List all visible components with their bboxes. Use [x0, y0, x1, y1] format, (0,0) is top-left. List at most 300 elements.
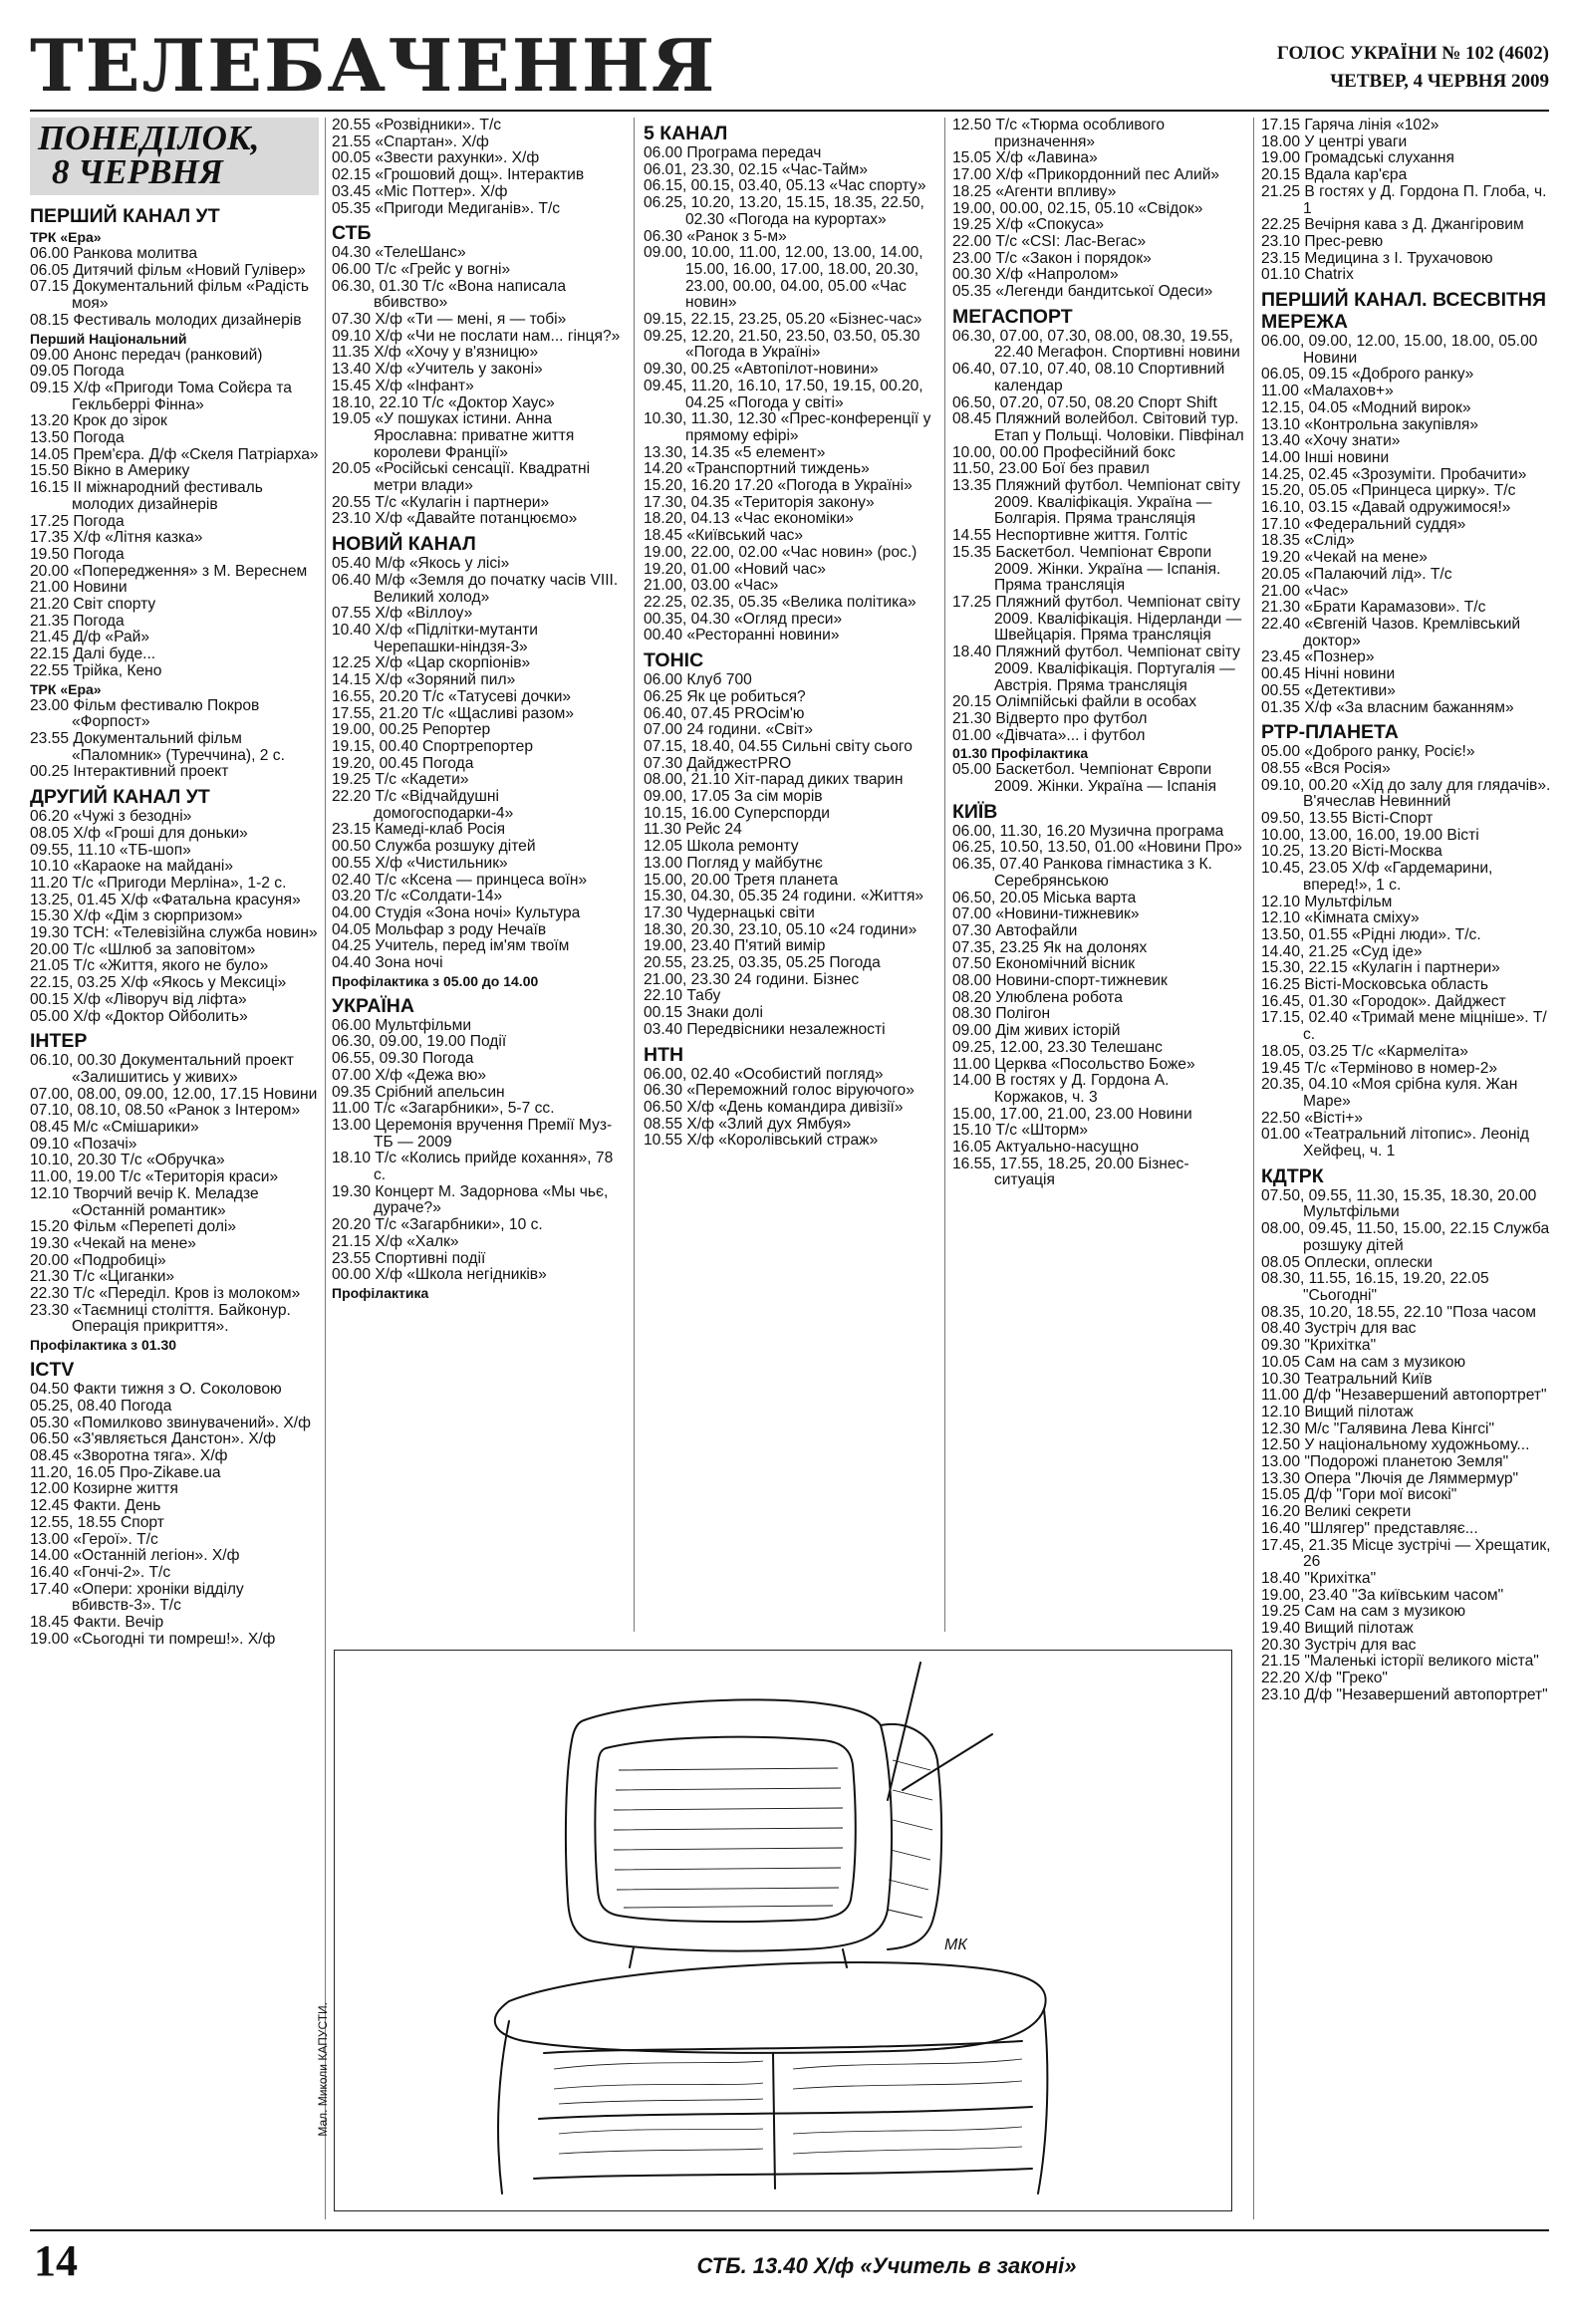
program-entry: 04.05 Мольфар з роду Нечаїв — [332, 920, 547, 938]
program-entry: 22.15, 03.25 Х/ф «Якось у Мексиці» — [30, 974, 287, 992]
program-entry: 08.30, 11.55, 16.15, 19.20, 22.05 "Сьогодні" — [1261, 1270, 1489, 1304]
program-entry: 23.00 Т/с «Закон і порядок» — [952, 249, 1152, 267]
program-entry: 10.10 «Караоке на майдані» — [30, 858, 234, 876]
program-entry: 06.00, 02.40 «Особистий погляд» — [644, 1065, 884, 1083]
program-entry: 15.30 Х/ф «Дім з сюрпризом» — [30, 907, 243, 925]
program-entry: 13.35 Пляжний футбол. Чемпіонат світу 2009. Кваліфікація. Україна — Болгарія. Пряма трансляція — [952, 477, 1240, 528]
program-entry: 09.10 «Позачі» — [30, 1135, 137, 1153]
program-entry: 20.00 «Подробиці» — [30, 1251, 166, 1269]
program-entry: 19.30 ТСН: «Телевізійна служба новин» — [30, 924, 318, 942]
listing-column-1 — [30, 118, 319, 2219]
program-entry: 06.15, 00.15, 03.40, 05.13 «Час спорту» — [644, 177, 926, 195]
program-entry: 20.00 Т/с «Шлюб за заповітом» — [30, 940, 256, 958]
program-entry: 17.25 Пляжний футбол. Чемпіонат світу 2009. Кваліфікація. Нідерланди — Швейцарія. Пряма трансляція — [952, 593, 1242, 645]
program-entry: 08.15 Фестиваль молодих дизайнерів — [30, 311, 302, 329]
program-entry: 13.30, 14.35 «5 елемент» — [644, 443, 826, 461]
program-entry: 06.00 Т/с «Грейс у вогні» — [332, 260, 511, 278]
program-entry: 18.35 «Слід» — [1261, 532, 1355, 550]
program-entry: 14.00 В гостях у Д. Гордона А. Коржаков, ч. 3 — [952, 1072, 1170, 1106]
tv-side-hatching — [888, 1760, 932, 1918]
program-entry: 12.10 «Кімната сміху» — [1261, 909, 1420, 927]
program-entry: 13.40 Х/ф «Учитель у законі» — [332, 361, 543, 379]
maintenance-note: 01.30 Профілактика — [952, 745, 1089, 762]
program-entry: 04.30 «ТелеШанс» — [332, 244, 466, 262]
table-shelves — [534, 2041, 1032, 2179]
program-entry: 09.25, 12.00, 23.30 Телешанс — [952, 1038, 1163, 1056]
screen-scanlines — [614, 1768, 843, 1908]
column-divider — [944, 118, 945, 1632]
program-entry: 08.55 «Вся Росія» — [1261, 759, 1391, 777]
program-entry: 16.40 «Гончі-2». Т/с — [30, 1563, 171, 1581]
program-entry: 08.45 «Зворотна тяга». Х/ф — [30, 1447, 228, 1464]
program-entry: 23.30 «Таємниці століття. Байконур. Операція прикриття». — [30, 1301, 291, 1336]
program-entry: 22.55 Трійка, Кено — [30, 661, 162, 679]
program-entry: 11.00, 19.00 Т/с «Територія краси» — [30, 1168, 279, 1186]
program-entry: 08.20 Улюблена робота — [952, 988, 1123, 1006]
program-entry: 03.20 Т/с «Солдати-14» — [332, 888, 503, 905]
program-entry: 14.00 Інші новини — [1261, 448, 1390, 466]
program-entry: 12.05 Школа ремонту — [644, 838, 799, 856]
program-entry: 20.20 Т/с «Загарбники», 10 с. — [332, 1216, 543, 1234]
program-entry: 06.30, 07.00, 07.30, 08.00, 08.30, 19.55, 22.40 Мегафон. Спортивні новини — [952, 327, 1240, 362]
column-divider — [325, 118, 326, 2219]
program-entry: 19.25 Сам на сам з музикою — [1261, 1603, 1466, 1621]
program-entry: 01.10 Chatrix — [1261, 266, 1354, 284]
program-entry: 07.30 Автофайли — [952, 921, 1078, 939]
program-entry: 08.35, 10.20, 18.55, 22.10 "Поза часом — [1261, 1303, 1536, 1321]
program-entry: 04.50 Факти тижня з О. Соколовою — [30, 1381, 282, 1399]
program-entry: 00.40 «Ресторанні новини» — [644, 627, 840, 645]
masthead — [30, 14, 1549, 114]
program-entry: 15.00, 17.00, 21.00, 23.00 Новини — [952, 1105, 1192, 1123]
program-entry: 11.50, 23.00 Бої без правил — [952, 460, 1150, 478]
program-entry: 05.00 «Доброго ранку, Росіє!» — [1261, 743, 1475, 761]
program-entry: 15.30, 04.30, 05.35 24 години. «Життя» — [644, 888, 924, 905]
program-entry: 19.30 «Чекай на мене» — [30, 1234, 196, 1252]
program-entry: 13.25, 01.45 Х/ф «Фатальна красуня» — [30, 891, 301, 908]
issue-info — [1277, 40, 1549, 96]
column-divider — [634, 118, 635, 1632]
program-entry: 16.15 II міжнародний фестиваль молодих дизайнерів — [30, 479, 263, 513]
program-entry: 07.15, 18.40, 04.55 Сильні світу сього — [644, 737, 913, 755]
program-entry: 08.30 Полігон — [952, 1005, 1051, 1023]
program-entry: 09.55, 11.10 «ТБ-шоп» — [30, 841, 191, 859]
program-entry: 06.40, 07.10, 07.40, 08.10 Спортивний календар — [952, 361, 1225, 394]
program-entry: 21.00, 23.30 24 години. Бізнес — [644, 970, 860, 988]
program-entry: 10.00, 00.00 Професійний бокс — [952, 443, 1176, 461]
program-entry: 07.35, 23.25 Як на долонях — [952, 938, 1148, 956]
program-entry: 00.55 Х/ф «Чистильник» — [332, 854, 508, 872]
program-entry: 12.55, 18.55 Спорт — [30, 1513, 164, 1531]
program-entry: 09.30 "Крихітка" — [1261, 1337, 1377, 1355]
program-entry: 19.50 Погода — [30, 545, 125, 563]
program-entry: 15.10 Т/с «Шторм» — [952, 1122, 1089, 1140]
program-entry: 21.00 «Час» — [1261, 582, 1349, 600]
program-entry: 18.40 "Крихітка" — [1261, 1569, 1377, 1587]
program-entry: 07.00 «Новини-тижневик» — [952, 905, 1140, 923]
program-entry: 06.00, 11.30, 16.20 Музична програма — [952, 822, 1224, 840]
program-entry: 15.30, 22.15 «Кулагін і партнери» — [1261, 959, 1500, 977]
program-entry: 18.40 Пляжний футбол. Чемпіонат світу 2009. Кваліфікація. Португалія — Австрія. Пряма трансляція — [952, 644, 1240, 694]
column-1-body — [30, 205, 319, 1648]
program-entry: 18.20, 04.13 «Час економіки» — [644, 510, 854, 528]
program-entry: 09.50, 13.55 Вісті-Спорт — [1261, 810, 1434, 828]
program-entry: 11.00 Церква «Посольство Боже» — [952, 1055, 1195, 1073]
program-entry: 06.55, 09.30 Погода — [332, 1050, 474, 1068]
program-entry: 06.25, 10.20, 13.20, 15.15, 18.35, 22.50, 02.30 «Погода на курортах» — [644, 194, 924, 228]
program-entry: 08.00, 21.10 Хіт-парад диких тварин — [644, 771, 904, 789]
program-entry: 15.20, 05.05 «Принцеса цирку». Т/с — [1261, 482, 1516, 500]
program-entry: 10.10, 20.30 Т/с «Обручка» — [30, 1152, 225, 1169]
program-entry: 06.30, 09.00, 19.00 Події — [332, 1033, 507, 1051]
program-entry: 20.00 «Попередження» з М. Вереснем — [30, 562, 308, 580]
issue-date: ЧЕТВЕР, 4 ЧЕРВНЯ 2009 — [1330, 71, 1549, 92]
program-entry: 07.00, 08.00, 09.00, 12.00, 17.15 Новини — [30, 1085, 318, 1103]
program-entry: 03.45 «Міс Поттер». Х/ф — [332, 182, 508, 200]
program-entry: 20.15 Вдала кар'єра — [1261, 166, 1408, 184]
program-entry: 08.00 Новини-спорт-тижневик — [952, 972, 1168, 990]
program-entry: 17.40 «Опери: хроніки відділу вбивств-3». Т/с — [30, 1580, 244, 1615]
program-entry: 06.05, 09.15 «Доброго ранку» — [1261, 366, 1474, 384]
program-entry: 07.30 Х/ф «Ти — мені, я — тобі» — [332, 311, 567, 329]
program-entry: 19.00, 23.40 "За київським часом" — [1261, 1586, 1504, 1604]
column-4-body — [952, 118, 1245, 1189]
program-entry: 03.40 Передвісники незалежності — [644, 1020, 886, 1038]
program-entry: 22.30 Т/с «Переділ. Кров із молоком» — [30, 1285, 301, 1303]
program-entry: 22.40 «Євгеній Чазов. Кремлівський доктор» — [1261, 615, 1521, 649]
program-entry: 17.15, 02.40 «Тримай мене міцніше». Т/с. — [1261, 1009, 1547, 1044]
program-entry: 15.20, 16.20 17.20 «Погода в Україні» — [644, 477, 913, 495]
program-entry: 22.50 «Вісті+» — [1261, 1109, 1364, 1127]
program-entry: 10.00, 13.00, 16.00, 19.00 Вісті — [1261, 826, 1479, 844]
program-entry: 08.05 Х/ф «Гроші для доньки» — [30, 824, 248, 842]
program-entry: 14.00 «Останній легіон». Х/ф — [30, 1547, 240, 1565]
program-entry: 13.00 "Подорожі планетою Земля" — [1261, 1453, 1509, 1471]
tv-side — [881, 1724, 941, 1949]
channel-heading: СТБ — [332, 222, 372, 245]
artist-signature: МК — [944, 1937, 967, 1953]
program-entry: 17.30, 04.35 «Територія закону» — [644, 493, 875, 511]
program-entry: 18.45 Факти. Вечір — [30, 1614, 164, 1632]
day-banner — [30, 118, 319, 195]
program-entry: 09.35 Срібний апельсин — [332, 1083, 505, 1101]
maintenance-note: Профілактика з 05.00 до 14.00 — [332, 972, 539, 989]
program-entry: 12.10 Творчий вечір К. Меладзе «Останній романтик» — [30, 1184, 259, 1219]
program-entry: 05.00 Баскетбол. Чемпіонат Європи 2009. Жінки. Україна — Іспанія — [952, 761, 1217, 796]
program-entry: 07.00 24 години. «Світ» — [644, 721, 814, 739]
program-entry: 06.00 Програма передач — [644, 144, 822, 161]
program-entry: 12.00 Козирне життя — [30, 1480, 178, 1498]
program-entry: 00.25 Інтерактивний проект — [30, 763, 229, 781]
program-entry: 11.00 Д/ф "Незавершений автопортрет" — [1261, 1387, 1547, 1405]
program-entry: 23.00 Фільм фестивалю Покров «Форпост» — [30, 696, 260, 731]
program-entry: 09.10, 00.20 «Хід до залу для глядачів». В'ячеслав Невинний — [1261, 776, 1551, 811]
program-entry: 21.25 В гостях у Д. Гордона П. Глоба, ч. 1 — [1261, 182, 1547, 217]
broadcaster-label: ТРК «Ера» — [30, 229, 102, 245]
program-entry: 22.00 Т/с «CSI: Лас-Вегас» — [952, 232, 1147, 250]
program-entry: 17.35 Х/ф «Літня казка» — [30, 529, 203, 547]
column-5-body — [1261, 118, 1554, 1704]
program-entry: 15.05 Д/ф "Гори мої високі" — [1261, 1486, 1457, 1504]
program-entry: 09.30, 00.25 «Автопілот-новини» — [644, 361, 879, 379]
program-entry: 08.00, 09.45, 11.50, 15.00, 22.15 Служба розшуку дітей — [1261, 1220, 1550, 1254]
program-entry: 23.10 Д/ф "Незавершений автопортрет" — [1261, 1685, 1548, 1703]
program-entry: 01.00 «Дівчата»... і футбол — [952, 726, 1146, 744]
table-top — [495, 1962, 1046, 2053]
program-entry: 06.20 «Чужі з безодні» — [30, 808, 192, 826]
program-entry: 22.25 Вечірня кава з Д. Джангіровим — [1261, 216, 1524, 234]
program-entry: 14.05 Прем'єра. Д/ф «Скеля Патріарха» — [30, 445, 319, 463]
program-entry: 06.40 М/ф «Земля до початку часів VIII. Великий холод» — [332, 571, 619, 606]
program-entry: 06.01, 23.30, 02.15 «Час-Тайм» — [644, 160, 869, 178]
program-entry: 11.35 Х/ф «Хочу у в'язницю» — [332, 344, 539, 362]
program-entry: 12.50 Т/с «Тюрма особливого призначення» — [952, 118, 1166, 150]
program-entry: 19.00, 00.25 Репортер — [332, 721, 491, 739]
program-entry: 06.30 «Переможний голос віруючого» — [644, 1082, 915, 1100]
program-entry: 14.55 Неспортивне життя. Голтіс — [952, 527, 1188, 545]
program-entry: 17.25 Погода — [30, 512, 125, 530]
program-entry: 02.15 «Грошовий дощ». Інтерактив — [332, 166, 585, 184]
program-entry: 06.00 Клуб 700 — [644, 671, 752, 689]
program-entry: 01.35 Х/ф «За власним бажанням» — [1261, 698, 1514, 716]
paper-name: ГОЛОС УКРАЇНИ № 102 (4602) — [1276, 43, 1549, 64]
column-3-body — [644, 123, 936, 1150]
program-entry: 05.35 «Пригоди Медиганів». Т/с — [332, 199, 561, 217]
program-entry: 19.45 Т/с «Терміново в номер-2» — [1261, 1059, 1498, 1077]
program-entry: 01.00 «Театральний літопис». Леонід Хейфец, ч. 1 — [1261, 1126, 1529, 1161]
program-entry: 09.15, 22.15, 23.25, 05.20 «Бізнес-час» — [644, 311, 922, 329]
listing-column-4 — [952, 118, 1245, 1642]
program-entry: 18.45 «Київський час» — [644, 527, 804, 545]
listing-column-5 — [1261, 118, 1554, 2219]
program-entry: 06.50, 07.20, 07.50, 08.20 Спорт Shift — [952, 393, 1217, 411]
program-entry: 22.20 Х/ф "Греко" — [1261, 1670, 1388, 1687]
program-entry: 00.45 Нічні новини — [1261, 665, 1396, 683]
table-divider — [773, 2054, 775, 2189]
program-entry: 23.45 «Познер» — [1261, 648, 1375, 666]
broadcaster-label: ТРК «Ера» — [30, 680, 102, 697]
program-entry: 17.00 Х/ф «Прикордонний пес Алий» — [952, 166, 1220, 184]
program-entry: 06.35, 07.40 Ранкова гімнастика з К. Серебрянською — [952, 856, 1212, 890]
program-entry: 23.55 Документальний фільм «Паломник» (Туреччина), 2 с. — [30, 729, 285, 764]
program-entry: 13.20 Крок до зірок — [30, 412, 167, 430]
program-entry: 19.00, 23.40 П'ятий вимір — [644, 937, 826, 955]
table-leg-left — [498, 2021, 509, 2194]
program-entry: 21.30 Відверто про футбол — [952, 709, 1148, 727]
program-entry: 13.50, 01.55 «Рідні люди». Т/с. — [1261, 925, 1481, 943]
program-entry: 12.10 Вищий пілотаж — [1261, 1403, 1414, 1420]
maintenance-note: Профілактика з 01.30 — [30, 1337, 177, 1354]
program-entry: 09.00, 10.00, 11.00, 12.00, 13.00, 14.00, 15.00, 16.00, 17.00, 18.00, 20.30, 23.00, 00.00, 04.00, 05.00 «Час новин» — [644, 244, 923, 312]
program-entry: 06.10, 00.30 Документальний проект «Залишитись у живих» — [30, 1052, 294, 1086]
program-entry: 19.15, 00.40 Спортрепортер — [332, 737, 533, 755]
program-entry: 09.10 Х/ф «Чи не послати нам... гінця?» — [332, 327, 621, 345]
program-entry: 04.40 Зона ночі — [332, 954, 443, 972]
broadcaster-label: Перший Національний — [30, 330, 187, 347]
program-entry: 12.15, 04.05 «Модний вирок» — [1261, 398, 1471, 416]
program-entry: 08.55 Х/ф «Злий дух Ямбуя» — [644, 1115, 852, 1133]
program-entry: 16.20 Великі секрети — [1261, 1503, 1412, 1521]
program-entry: 05.40 М/ф «Якось у лісі» — [332, 555, 510, 573]
program-entry: 18.05, 03.25 Т/с «Кармеліта» — [1261, 1042, 1468, 1060]
program-entry: 19.30 Концерт М. Задорнова «Мы чьє, дураче?» — [332, 1182, 609, 1217]
program-entry: 10.30 Театральний Київ — [1261, 1370, 1433, 1388]
program-entry: 20.55 «Розвідники». Т/с — [332, 118, 502, 133]
program-entry: 15.35 Баскетбол. Чемпіонат Європи 2009. Жінки. Україна — Іспанія. Пряма трансляція — [952, 543, 1221, 595]
program-entry: 15.00, 20.00 Третя планета — [644, 871, 839, 889]
program-entry: 05.25, 08.40 Погода — [30, 1397, 172, 1415]
program-entry: 14.15 Х/ф «Зоряний пил» — [332, 671, 516, 689]
program-entry: 12.10 Мультфільм — [1261, 893, 1393, 910]
program-entry: 17.55, 21.20 Т/с «Щасливі разом» — [332, 704, 575, 722]
program-entry: 23.55 Спортивні події — [332, 1249, 486, 1267]
program-entry: 07.50 Економічний вісник — [952, 955, 1136, 973]
program-entry: 06.30, 01.30 Т/с «Вона написала вбивство» — [332, 277, 567, 312]
program-entry: 15.05 Х/ф «Лавина» — [952, 149, 1098, 167]
program-entry: 00.15 Знаки долі — [644, 1004, 763, 1022]
program-entry: 23.10 Х/ф «Давайте потанцюємо» — [332, 510, 578, 528]
program-entry: 13.40 «Хочу знати» — [1261, 432, 1401, 450]
day-name: ПОНЕДІЛОК, — [38, 119, 260, 157]
maintenance-note: Профілактика — [332, 1285, 429, 1301]
program-entry: 19.25 Х/ф «Спокуса» — [952, 216, 1105, 234]
program-entry: 21.30 Т/с «Циганки» — [30, 1268, 175, 1286]
program-entry: 16.25 Вісті-Московська область — [1261, 976, 1489, 994]
program-entry: 20.35, 04.10 «Моя срібна куля. Жан Маре» — [1261, 1076, 1518, 1110]
program-entry: 06.40, 07.45 PROсім'ю — [644, 704, 805, 722]
program-entry: 09.45, 11.20, 16.10, 17.50, 19.15, 00.20, 04.25 «Погода у світі» — [644, 377, 923, 411]
program-entry: 12.25 Х/ф «Цар скорпіонів» — [332, 654, 531, 672]
program-entry: 10.30, 11.30, 12.30 «Прес-конференції у прямому ефірі» — [644, 410, 931, 444]
program-entry: 11.00 «Малахов+» — [1261, 383, 1394, 400]
program-entry: 21.15 "Маленькі історії великого міста" — [1261, 1653, 1539, 1671]
channel-heading: МЕГАСПОРТ — [952, 305, 1073, 328]
program-entry: 19.20, 00.45 Погода — [332, 754, 474, 772]
channel-heading: НТН — [644, 1043, 684, 1066]
table-leg-right — [1038, 2009, 1047, 2194]
table-wood-grain — [554, 2059, 1022, 2154]
program-entry: 05.00 Х/ф «Доктор Ойболить» — [30, 1007, 248, 1025]
program-entry: 19.20, 01.00 «Новий час» — [644, 560, 826, 578]
program-entry: 17.45, 21.35 Місце зустрічі — Хрещатик, 26 — [1261, 1536, 1551, 1571]
program-entry: 07.10, 08.10, 08.50 «Ранок з Інтером» — [30, 1102, 301, 1120]
program-entry: 00.00 Х/ф «Школа негідників» — [332, 1266, 547, 1284]
program-entry: 06.05 Дитячий фільм «Новий Гулівер» — [30, 261, 306, 279]
program-entry: 17.30 Чудернацькі світи — [644, 904, 815, 921]
program-entry: 06.30 «Ранок з 5-м» — [644, 227, 787, 245]
channel-heading: ДРУГИЙ КАНАЛ УТ — [30, 786, 210, 809]
program-entry: 00.55 «Детективи» — [1261, 681, 1396, 699]
program-entry: 18.10 Т/с «Колись прийде кохання», 78 с. — [332, 1150, 614, 1184]
program-entry: 06.00 Ранкова молитва — [30, 245, 198, 262]
illustration-credit: Мал. Миколи КАПУСТИ. — [316, 2002, 330, 2137]
masthead-rule — [30, 110, 1549, 112]
program-entry: 04.25 Учитель, перед ім'ям твоїм — [332, 937, 570, 955]
program-entry: 19.20 «Чекай на мене» — [1261, 549, 1428, 567]
program-entry: 06.50, 20.05 Міська варта — [952, 889, 1137, 906]
page-number: 14 — [34, 2236, 78, 2285]
program-entry: 21.15 Х/ф «Халк» — [332, 1232, 459, 1250]
program-entry: 08.05 Оплески, оплески — [1261, 1253, 1433, 1271]
channel-heading: РТР-ПЛАНЕТА — [1261, 721, 1399, 744]
program-entry: 16.45, 01.30 «Городок». Дайджест — [1261, 992, 1506, 1010]
channel-heading: 5 КАНАЛ — [644, 123, 728, 144]
program-entry: 10.25, 13.20 Вісті-Москва — [1261, 843, 1442, 861]
program-entry: 00.05 «Звести рахунки». Х/ф — [332, 149, 540, 167]
program-entry: 05.30 «Помилково звинувачений». Х/ф — [30, 1414, 311, 1431]
program-entry: 11.00 Т/с «Загарбники», 5-7 сс. — [332, 1100, 555, 1118]
program-entry: 11.20, 16.05 Про-Zikaве.ua — [30, 1463, 221, 1481]
program-entry: 12.45 Факти. День — [30, 1497, 161, 1515]
program-entry: 23.15 Медицина з І. Трухачовою — [1261, 249, 1493, 267]
program-entry: 21.45 Д/ф «Рай» — [30, 629, 150, 646]
program-entry: 21.00, 03.00 «Час» — [644, 577, 779, 595]
program-entry: 14.40, 21.25 «Суд іде» — [1261, 942, 1423, 960]
program-entry: 14.25, 02.45 «Зрозуміти. Пробачити» — [1261, 465, 1527, 483]
program-entry: 10.55 Х/ф «Королівський страж» — [644, 1132, 879, 1150]
program-entry: 13.30 Опера "Лючія де Ляммермур" — [1261, 1469, 1519, 1487]
program-entry: 14.20 «Транспортний тиждень» — [644, 460, 870, 478]
tv-on-table-drawing — [335, 1651, 1230, 2209]
program-entry: 06.50 «З'являється Данстон». Х/ф — [30, 1430, 276, 1448]
program-entry: 23.10 Прес-ревю — [1261, 232, 1384, 250]
section-title: ТЕЛЕБАЧЕННЯ — [30, 23, 717, 108]
program-entry: 21.35 Погода — [30, 612, 125, 630]
program-entry: 19.05 «У пошуках істини. Анна Ярославна: приватне життя королеви Франції» — [332, 410, 575, 461]
program-entry: 21.05 Т/с «Життя, якого не було» — [30, 957, 269, 975]
program-entry: 21.00 Новини — [30, 579, 128, 597]
program-entry: 21.20 Світ спорту — [30, 596, 156, 614]
program-entry: 06.25, 10.50, 13.50, 01.00 «Новини Про» — [952, 839, 1242, 857]
program-entry: 08.40 Зустріч для вас — [1261, 1320, 1417, 1338]
program-entry: 00.15 Х/ф «Ліворуч від ліфта» — [30, 990, 247, 1008]
column-divider — [1253, 118, 1254, 2219]
program-entry: 00.50 Служба розшуку дітей — [332, 838, 536, 856]
program-entry: 10.15, 16.00 Суперспорди — [644, 804, 830, 822]
program-entry: 19.00, 00.00, 02.15, 05.10 «Свідок» — [952, 199, 1203, 217]
program-entry: 06.00 Мультфільми — [332, 1016, 472, 1034]
program-entry: 16.55, 20.20 Т/с «Татусеві дочки» — [332, 687, 572, 705]
program-entry: 13.50 Погода — [30, 429, 125, 447]
channel-heading: ІНТЕР — [30, 1030, 88, 1053]
column-2-body — [332, 118, 625, 1302]
program-entry: 11.30 Рейс 24 — [644, 821, 742, 839]
channel-heading: ТОНІС — [644, 649, 704, 672]
program-entry: 07.30 ДайджестPRO — [644, 754, 792, 772]
program-entry: 13.00 Церемонія вручення Премії Муз-ТБ — 2009 — [332, 1116, 613, 1151]
program-entry: 07.50, 09.55, 11.30, 15.35, 18.30, 20.00 Мультфільми — [1261, 1186, 1537, 1221]
program-entry: 00.35, 04.30 «Огляд преси» — [644, 610, 843, 628]
program-entry: 16.10, 03.15 «Давай одружимося!» — [1261, 499, 1511, 517]
program-entry: 00.30 Х/ф «Напролом» — [952, 266, 1119, 284]
channel-heading: КДТРК — [1261, 1164, 1324, 1187]
program-entry: 09.00 Анонс передач (ранковий) — [30, 346, 263, 364]
program-entry: 16.40 "Шлягер" представляє... — [1261, 1519, 1478, 1537]
program-entry: 16.05 Актуально-насущно — [952, 1139, 1140, 1157]
program-entry: 19.00, 22.00, 02.00 «Час новин» (рос.) — [644, 543, 917, 561]
program-entry: 21.55 «Спартан». Х/ф — [332, 132, 489, 150]
program-entry: 20.15 Олімпійські файли в особах — [952, 693, 1197, 711]
channel-heading: НОВИЙ КАНАЛ — [332, 533, 476, 556]
program-entry: 04.00 Студія «Зона ночі» Культура — [332, 904, 581, 921]
program-entry: 15.50 Вікно в Америку — [30, 462, 190, 480]
program-entry: 02.40 Т/с «Ксена — принцеса воїн» — [332, 871, 588, 889]
program-entry: 18.00 У центрі уваги — [1261, 132, 1408, 150]
program-entry: 11.20 Т/с «Пригоди Мерліна», 1-2 с. — [30, 874, 287, 892]
program-entry: 10.45, 23.05 Х/ф «Гардемарини, вперед!», 1 с. — [1261, 860, 1493, 894]
program-entry: 10.40 Х/ф «Підлітки-мутанти Черепашки-ніндзя-3» — [332, 621, 538, 655]
program-entry: 05.35 «Легенди бандитської Одеси» — [952, 283, 1213, 301]
